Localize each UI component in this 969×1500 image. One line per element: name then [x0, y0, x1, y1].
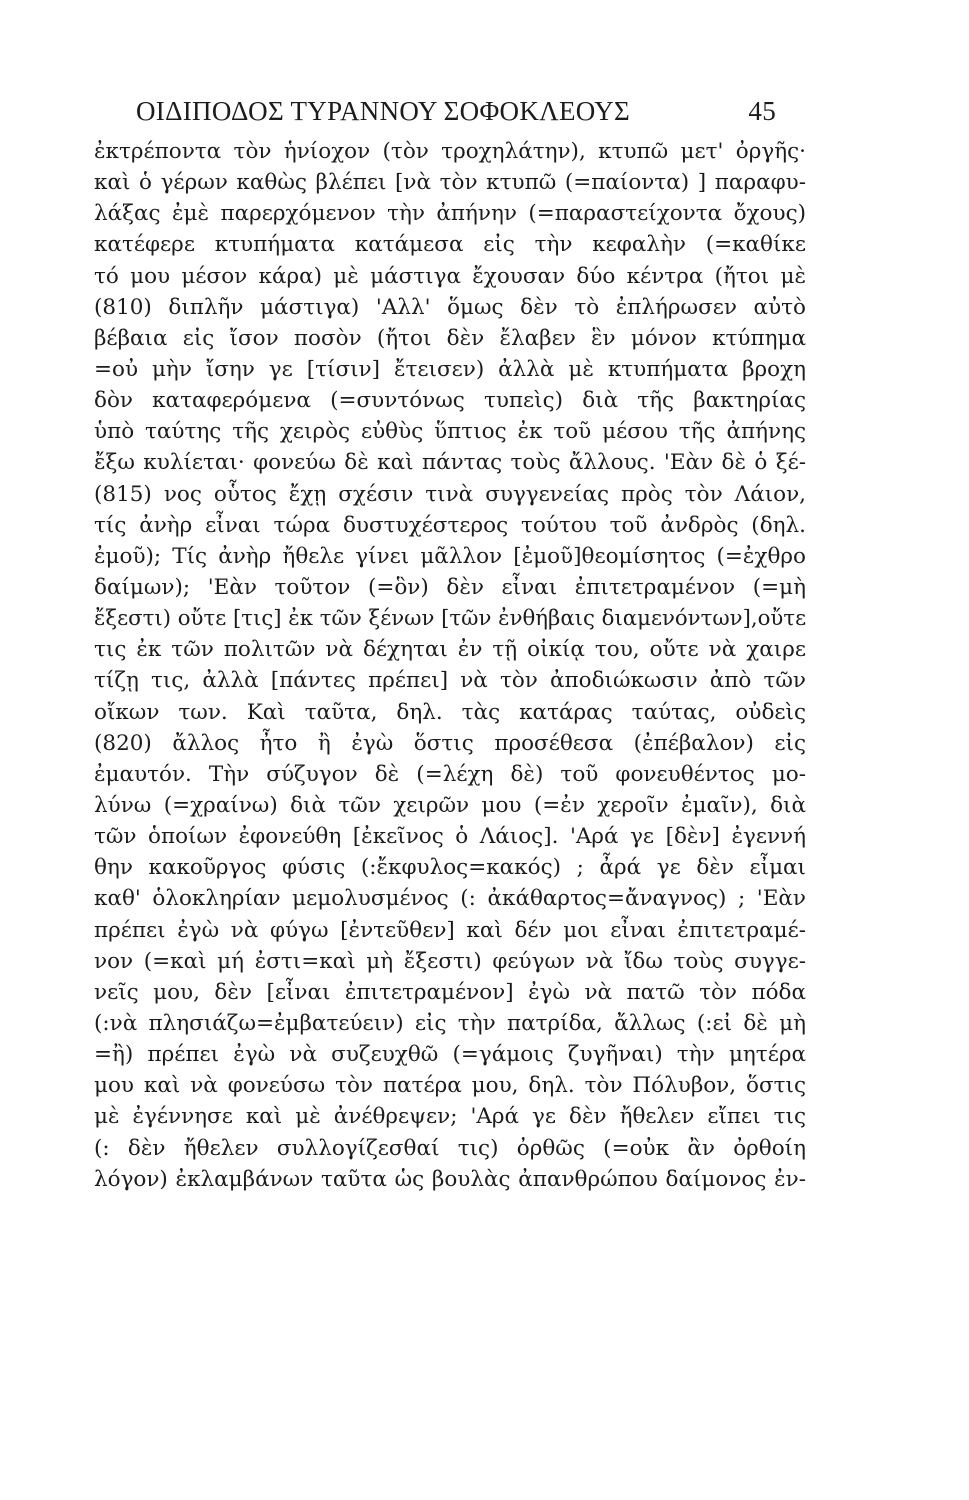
text-line: (: δὲν ἤθελεν συλλογίζεσθαί τις) ὀρθῶς (=οὐκ ἂν ὀρθοίη [94, 1135, 806, 1161]
text-line: οἴκων των. Καὶ ταῦτα, δηλ. τὰς κατάρας ταύτας, οὐδεὶς [94, 699, 806, 725]
text-line: τίζῃ τις, ἀλλὰ [πάντες πρέπει] νὰ τὸν ἀποδιώκωσιν ἀπὸ τῶν [94, 668, 806, 694]
text-line: κατέφερε κτυπήματα κατάμεσα εἰς τὴν κεφαλὴν (=καθίκε [94, 232, 806, 258]
text-line: τό μου μέσον κάρα) μὲ μάστιγα ἔχουσαν δύο κέντρα (ἤτοι μὲ [94, 263, 806, 289]
text-body [94, 136, 806, 1195]
text-line: νον (=καὶ μή ἐστι=καὶ μὴ ἔξεστι) φεύγων νὰ ἴδω τοὺς συγγε- [94, 948, 806, 974]
text-line: ἔξεστι) οὔτε [τις] ἐκ τῶν ξένων [τῶν ἐνθήβαις διαμενόντων],οὔτε [94, 606, 806, 632]
text-line: =οὐ μὴν ἴσην γε [τίσιν] ἔτεισεν) ἀλλὰ μὲ κτυπήματα βροχη [94, 356, 806, 382]
text-line: δαίμων); 'Εὰν τοῦτον (=ὃν) δὲν εἶναι ἐπιτετραμένον (=μὴ [94, 574, 806, 600]
text-line: μὲ ἐγέννησε καὶ μὲ ἀνέθρεψεν; 'Αρά γε δὲν ἤθελεν εἴπει τις [94, 1104, 806, 1130]
text-line: ἐμαυτόν. Τὴν σύζυγον δὲ (=λέχη δὲ) τοῦ φονευθέντος μο- [94, 761, 806, 787]
text-line: λύνω (=χραίνω) διὰ τῶν χειρῶν μου (=ἐν χεροῖν ἐμαῖν), διὰ [94, 792, 806, 818]
text-line: (:νὰ πλησιάζω=ἐμβατεύειν) εἰς τὴν πατρίδα, ἄλλως (:εἰ δὲ μὴ [94, 1010, 806, 1036]
text-line: βέβαια εἰς ἴσον ποσὸν (ἤτοι δὲν ἔλαβεν ἓν μόνον κτύπημα [94, 325, 806, 351]
running-title: ΟΙΔΙΠΟΔΟΣ ΤΥΡΑΝΝΟΥ ΣΟΦΟΚΛΕΟΥΣ [136, 96, 631, 126]
text-line: καθ' ὁλοκληρίαν μεμολυσμένος (: ἀκάθαρτος=ἄναγνος) ; 'Εὰν [94, 886, 806, 912]
text-line: πρέπει ἐγὼ νὰ φύγω [ἐντεῦθεν] καὶ δέν μοι εἶναι ἐπιτετραμέ- [94, 917, 806, 943]
text-line: μου καὶ νὰ φονεύσω τὸν πατέρα μου, δηλ. τὸν Πόλυβον, ὅστις [94, 1073, 806, 1099]
text-line: καὶ ὁ γέρων καθὼς βλέπει [νὰ τὸν κτυπῶ (=παίοντα) ] παραφυ- [94, 170, 806, 196]
page-number: 45 [748, 96, 776, 126]
text-line: (820) ἄλλος ἦτο ἢ ἐγὼ ὅστις προσέθεσα (ἐπέβαλον) εἰς [94, 730, 806, 756]
text-line: νεῖς μου, δὲν [εἶναι ἐπιτετραμένον] ἐγὼ νὰ πατῶ τὸν πόδα [94, 979, 806, 1005]
text-line: ἐμοῦ); Τίς ἀνὴρ ἤθελε γίνει μᾶλλον [ἐμοῦ]θεομίσητος (=ἐχθρο [94, 543, 806, 569]
running-header [136, 96, 776, 127]
text-line: ὑπὸ ταύτης τῆς χειρὸς εὐθὺς ὕπτιος ἐκ τοῦ μέσου τῆς ἀπήνης [94, 419, 806, 445]
text-line: (810) διπλῆν μάστιγα) 'Αλλ' ὅμως δὲν τὸ ἐπλήρωσεν αὐτὸ [94, 294, 806, 320]
text-line: θην κακοῦργος φύσις (:ἔκφυλος=κακός) ; ἆρά γε δὲν εἶμαι [94, 855, 806, 881]
text-line: τῶν ὁποίων ἐφονεύθη [ἐκεῖνος ὁ Λάιος]. 'Αρά γε [δὲν] ἐγεννή [94, 824, 806, 850]
text-line: (815) νος οὗτος ἔχῃ σχέσιν τινὰ συγγενείας πρὸς τὸν Λάιον, [94, 481, 806, 507]
text-line: ἐκτρέποντα τὸν ἡνίοχον (τὸν τροχηλάτην), κτυπῶ μετ' ὀργῆς· [94, 139, 806, 164]
text-line: δὸν καταφερόμενα (=συντόνως τυπεὶς) διὰ τῆς βακτηρίας [94, 388, 806, 414]
text-line: ἔξω κυλίεται· φονεύω δὲ καὶ πάντας τοὺς ἄλλους. 'Εὰν δὲ ὁ ξέ- [94, 450, 806, 476]
text-line: λάξας ἐμὲ παρερχόμενον τὴν ἀπήνην (=παραστείχοντα ὄχους) [94, 201, 806, 227]
text-line: λόγον) ἐκλαμβάνων ταῦτα ὡς βουλὰς ἀπανθρώπου δαίμονος ἐν- [94, 1166, 806, 1192]
text-line: τίς ἀνὴρ εἶναι τώρα δυστυχέστερος τούτου τοῦ ἀνδρὸς (δηλ. [94, 512, 806, 538]
text-line: τις ἐκ τῶν πολιτῶν νὰ δέχηται ἐν τῇ οἰκίᾳ του, οὔτε νὰ χαιρε [94, 637, 806, 663]
text-line: =ἢ) πρέπει ἐγὼ νὰ συζευχθῶ (=γάμοις ζυγῆναι) τὴν μητέρα [94, 1042, 806, 1068]
